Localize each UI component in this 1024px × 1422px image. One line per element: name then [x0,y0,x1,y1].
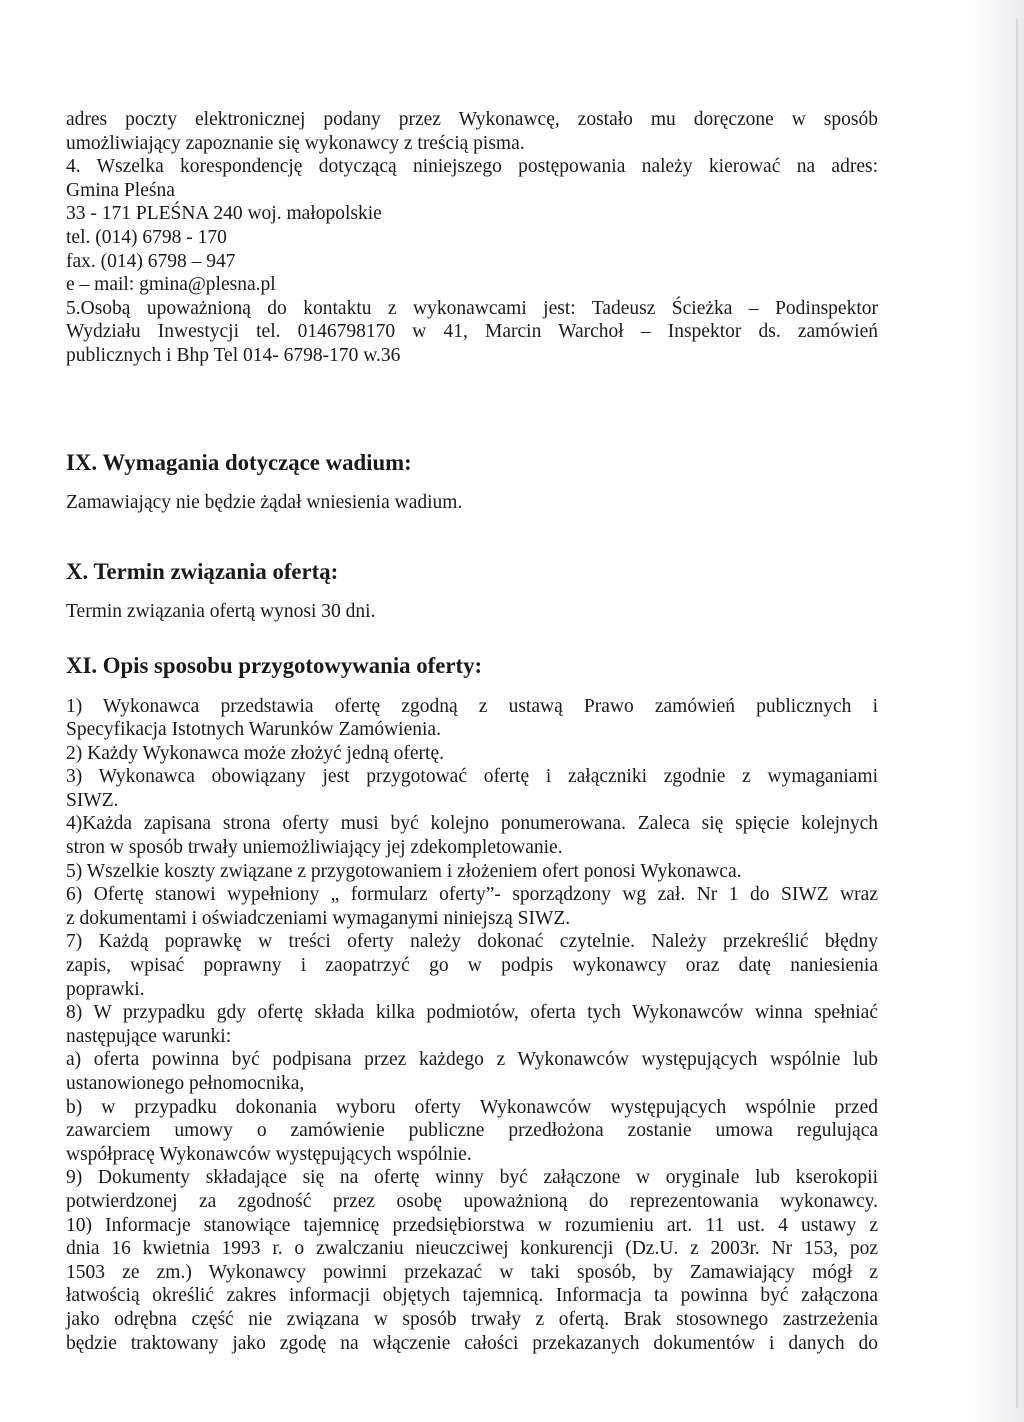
list-item: ustanowionego pełnomocnika, [66,1073,305,1094]
list-item: zapis, wpisać poprawny i zaopatrzyć go w podpis wykonawcy oraz datę naniesienia [66,955,878,977]
list-item: 7) Każdą poprawkę w treści oferty należy dokonać czytelnie. Należy przekreślić błędny [66,931,878,953]
list-item: z dokumentami i oświadczeniami wymaganymi niniejszą SIWZ. [66,907,571,929]
list-item: 1503 ze zm.) Wykonawcy powinni przekazać w taki sposób, by Zamawiający mógł z [66,1261,878,1283]
list-item: 9) Dokumenty składające się na ofertę winny być załączone w oryginale lub kserokopii [66,1167,878,1189]
document-body [66,108,878,1355]
list-item: zawarciem umowy o zamówienie publiczne przedłożona zostanie umowa regulująca [66,1120,878,1142]
list-item: dnia 16 kwietnia 1993 r. o zwalczaniu nieuczciwej konkurencji (Dz.U. z 2003r. Nr 153, poz [66,1238,878,1260]
list-item: b) w przypadku dokonania wyboru oferty Wykonawców występujących wspólnie przed [66,1096,878,1118]
text-line: Gmina Pleśna [66,179,175,201]
list-item: będzie traktowany jako zgodę na włączenie całości przekazanych dokumentów i danych do [66,1332,878,1354]
section-text-x: Termin związania ofertą wynosi 30 dni. [66,601,376,623]
list-item: a) oferta powinna być podpisana przez każdego z Wykonawców występujących wspólnie lub [66,1049,878,1071]
list-item: współpracę Wykonawców występujących wspólnie. [66,1143,472,1165]
list-item: poprawki. [66,978,145,1000]
text-line: 33 - 171 PLEŚNA 240 woj. małopolskie [66,203,382,225]
list-item: łatwością określić zakres informacji objętych tajemnicą. Informacja ta powinna być załączona [66,1285,878,1307]
section-heading-xi: XI. Opis sposobu przygotowywania oferty: [66,652,483,678]
list-item: 4)Każda zapisana strona oferty musi być kolejno ponumerowana. Zaleca się spięcie kolejnych [66,813,878,835]
list-item: 10) Informacje stanowiące tajemnicę przedsiębiorstwa w rozumieniu art. 11 ust. 4 ustawy z [66,1214,878,1236]
text-line: Wydziału Inwestycji tel. 0146798170 w 41, Marcin Warchoł – Inspektor ds. zamówień [66,321,878,343]
email-line: e – mail: gmina@plesna.pl [66,274,276,296]
list-item: 8) W przypadku gdy ofertę składa kilka podmiotów, oferta tych Wykonawców winna spełniać [66,1002,878,1024]
list-item: potwierdzonej za zgodność przez osobę upoważnioną do reprezentowania wykonawcy. [66,1190,878,1212]
text-line: 4. Wszelka korespondencję dotyczącą niniejszego postępowania należy kierować na adres: [66,156,878,178]
list-item: jako odrębna część nie związana w sposób trwały z ofertą. Brak stosownego zastrzeżenia [66,1308,878,1330]
list-item: 3) Wykonawca obowiązany jest przygotować ofertę i załączniki zgodnie z wymaganiami [66,766,878,788]
list-item: Specyfikacja Istotnych Warunków Zamówienia. [66,719,441,741]
text-line: umożliwiający zapoznanie się wykonawcy z treścią pisma. [66,132,525,154]
text-line: fax. (014) 6798 – 947 [66,250,236,272]
section-text-ix: Zamawiający nie będzie żądał wniesienia wadium. [66,492,463,514]
text-line: 5.Osobą upoważnioną do kontaktu z wykonawcami jest: Tadeusz Ścieżka – Podinspektor [66,297,878,319]
section-heading-ix: IX. Wymagania dotyczące wadium: [66,449,412,475]
list-item: 1) Wykonawca przedstawia ofertę zgodną z ustawą Prawo zamówień publicznych i [66,695,878,717]
list-item: stron w sposób trwały uniemożliwiający jej zdekompletowanie. [66,837,563,859]
section-list-xi [66,695,878,1356]
contact-block [66,108,878,368]
text-line: adres poczty elektronicznej podany przez Wykonawcę, zostało mu doręczone w sposób [66,109,878,130]
list-item: 2) Każdy Wykonawca może złożyć jedną ofertę. [66,742,444,764]
list-item: SIWZ. [66,789,119,811]
page-edge-line [1016,18,1018,1408]
text-line: publicznych i Bhp Tel 014- 6798-170 w.36 [66,344,401,366]
list-item: następujące warunki: [66,1025,232,1047]
list-item: 5) Wszelkie koszty związane z przygotowaniem i złożeniem ofert ponosi Wykonawca. [66,860,742,882]
section-heading-x: X. Termin związania ofertą: [66,558,339,584]
list-item: 6) Ofertę stanowi wypełniony „ formularz oferty”- sporządzony wg zał. Nr 1 do SIWZ wraz [66,884,878,906]
text-line: tel. (014) 6798 - 170 [66,226,227,248]
